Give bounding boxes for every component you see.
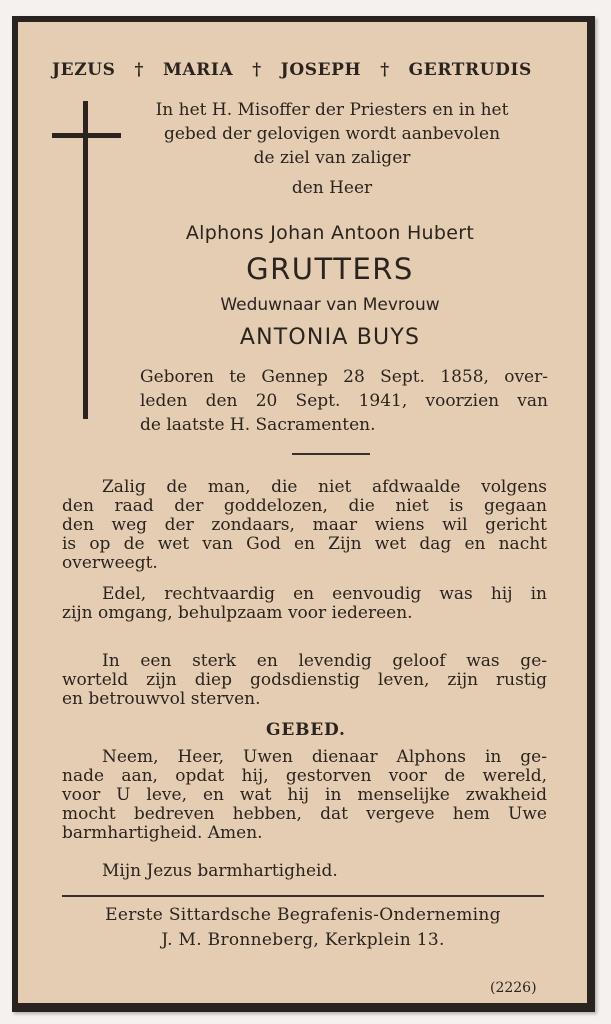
widow-of-label: Weduwnaar van Mevrouw (220, 295, 440, 315)
intro-line: gebed der gelovigen wordt aanbevolen (163, 124, 501, 144)
header-names (52, 60, 532, 80)
life-dates (140, 365, 548, 437)
verse-line: den raad der goddelozen, die niet is gegaan (62, 496, 547, 516)
printer-footer (62, 903, 544, 953)
spouse-name: ANTONIA BUYS (239, 325, 421, 350)
intro-text (122, 98, 542, 200)
prayer-line: Neem, Heer, Uwen dienaar Alphons in ge- (102, 747, 547, 767)
prayer-line: barmhartigheid. Amen. (62, 823, 263, 843)
footer-address: J. M. Bronneberg, Kerkplein 13. (161, 930, 445, 950)
verse-line: Zalig de man, die niet afdwaalde volgens (102, 477, 547, 497)
dates-line: leden den 20 Sept. 1941, voorzien van (140, 391, 548, 411)
verse-line: overweegt. (62, 553, 158, 573)
deceased-given-names: Alphons Johan Antoon Hubert (185, 222, 475, 244)
dates-line: de laatste H. Sacramenten. (140, 415, 376, 435)
header-cross-icon: † (134, 60, 144, 80)
header-name-maria: MARIA (162, 60, 234, 80)
cross-icon (83, 101, 88, 419)
prayer-title: GEBED. (266, 720, 346, 740)
faith-line: en betrouwvol sterven. (62, 689, 261, 709)
character-line: Edel, rechtvaardig en eenvoudig was hij in (102, 584, 547, 604)
faith-paragraph (62, 652, 547, 709)
intro-line: de ziel van zaliger (253, 148, 411, 168)
character-line: zijn omgang, behulpzaam voor iedereen. (62, 603, 413, 623)
header-cross-icon: † (252, 60, 262, 80)
footer-company: Eerste Sittardsche Begrafenis-Onderneming (105, 905, 501, 925)
prayer-line: mocht bedreven hebben, dat vergeve hem Uwe (62, 804, 547, 824)
verse-paragraph (62, 478, 547, 573)
print-code: (2226) (490, 980, 537, 996)
footer-divider (62, 895, 544, 897)
deceased-surname: GRUTTERS (246, 252, 414, 286)
faith-line: worteld zijn diep godsdienstig leven, zijn rustig (62, 670, 547, 690)
prayer-paragraph (62, 748, 547, 843)
intro-line: In het H. Misoffer der Priesters en in het (155, 100, 509, 120)
divider (292, 453, 370, 455)
faith-line: In een sterk en levendig geloof was ge- (102, 651, 547, 671)
prayer-line: nade aan, opdat hij, gestorven voor de wereld, (62, 766, 547, 786)
header-name-joseph: JOSEPH (280, 60, 362, 80)
closing-invocation (62, 862, 547, 881)
closing-line: Mijn Jezus barmhartigheid. (102, 861, 338, 881)
cross-icon-bar (52, 133, 121, 138)
prayer-line: voor U leve, en wat hij in menselijke zwakheid (62, 785, 547, 805)
header-name-gertrudis: GERTRUDIS (408, 60, 532, 80)
header-name-jezus: JEZUS (52, 60, 116, 80)
header-cross-icon: † (380, 60, 390, 80)
verse-line: den weg der zondaars, maar wiens wil gericht (62, 515, 547, 535)
dates-line: Geboren te Gennep 28 Sept. 1858, over- (140, 367, 548, 387)
intro-line: den Heer (291, 178, 373, 198)
character-paragraph (62, 585, 547, 623)
verse-line: is op de wet van God en Zijn wet dag en nacht (62, 534, 547, 554)
